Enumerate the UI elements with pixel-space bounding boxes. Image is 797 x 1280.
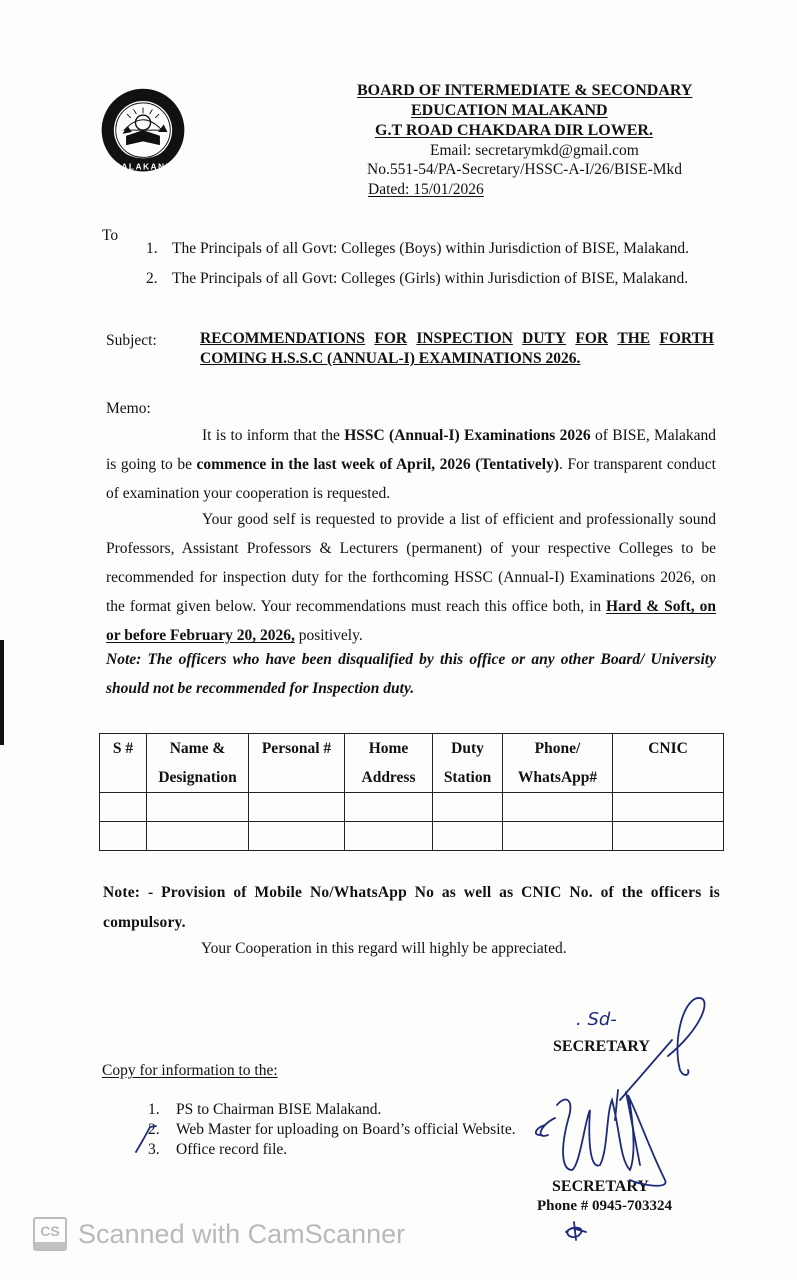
addressee-text: The Principals of all Govt: Colleges (Girls) within Jurisdiction of BISE, Malakand. (172, 270, 689, 287)
subject-label: Subject: (106, 332, 157, 349)
table-cell (345, 822, 433, 851)
copy-item-number: 3. (148, 1141, 160, 1158)
addressee-text: The Principals of all Govt: Colleges (Boys) within Jurisdiction of BISE, Malakand. (172, 240, 690, 257)
subject-line1 (200, 329, 714, 349)
watermark-text: Scanned with CamScanner (78, 1218, 406, 1249)
secretary-title-1: SECRETARY (553, 1038, 650, 1055)
appreciation-line: Your Cooperation in this regard will highly be appreciated. (201, 940, 567, 957)
secretary-title-2: SECRETARY (552, 1178, 649, 1195)
subject-word: DUTY (522, 330, 567, 347)
sd-mark: . Sd- (576, 1009, 617, 1030)
header-text: Home (368, 740, 409, 757)
text: . For transparent conduct of examination your cooperation is requested. (106, 456, 716, 502)
col-header-home-address (345, 734, 433, 793)
table-cell (503, 793, 613, 822)
addressee-item (146, 240, 689, 258)
subject-word: FORTH (659, 330, 714, 347)
header-text: Station (443, 769, 492, 786)
table-cell (147, 822, 249, 851)
copy-item (148, 1140, 516, 1160)
deadline-bold: Hard & Soft, on or before February 20, 2026, (106, 598, 716, 644)
to-label: To (102, 227, 119, 244)
exam-name-bold: HSSC (Annual-I) Examinations 2026 (344, 427, 591, 444)
table-cell (613, 822, 724, 851)
camscanner-cs-icon: CS (33, 1217, 67, 1251)
compulsory-contact-note: Note: - Provision of Mobile No/WhatsApp No as well as CNIC No. of the officers is compulsory. (103, 884, 720, 931)
camscanner-watermark (33, 1217, 405, 1251)
copy-heading: Copy for information to the: (102, 1062, 278, 1079)
table-cell (100, 793, 147, 822)
table-row (100, 822, 724, 851)
subject-word: RECOMMENDATIONS (200, 330, 366, 347)
header-text: Designation (158, 769, 237, 786)
table-header-row (100, 734, 724, 793)
commencement-bold: commence in the last week of April, 2026 (Tentatively) (196, 456, 560, 473)
table-cell (345, 793, 433, 822)
col-header-name-designation (147, 734, 249, 793)
col-header-cnic (613, 734, 724, 793)
copy-item (148, 1100, 516, 1120)
board-address: G.T ROAD CHAKDARA DIR LOWER. (375, 122, 653, 139)
svg-text:MALAKAND: MALAKAND (112, 161, 174, 172)
subject-word: INSPECTION (416, 330, 513, 347)
copy-item (148, 1120, 516, 1140)
text: It is to inform that the (202, 427, 345, 444)
memo-paragraph-2 (106, 505, 716, 650)
text: Your good self is requested to provide a list of efficient and professionally sound Professors, Assistant Professors & Lecturers (permanent) of your respective Colleges to be recommended for inspection duty for the forthcoming HSSC (Annual-I) Examinations 2026, on the format given below. Your recommendations must reach this office both, in (106, 511, 716, 615)
text: positively. (294, 627, 363, 644)
table-cell (503, 822, 613, 851)
memo-label: Memo: (106, 400, 151, 417)
memo-paragraph-1 (106, 421, 716, 508)
table-cell (249, 793, 345, 822)
board-name-line2: EDUCATION MALAKAND (411, 102, 608, 119)
copy-item-number: 2. (148, 1121, 160, 1138)
table-cell (433, 793, 503, 822)
reference-number: No.551-54/PA-Secretary/HSSC-A-I/26/BISE-Mkd (367, 161, 683, 178)
col-header-personal-no (249, 734, 345, 793)
table-cell (100, 822, 147, 851)
disqualification-note: Note: The officers who have been disqualified by this office or any other Board/ University should not be recommended for Inspection duty. (106, 651, 716, 697)
table-cell (249, 822, 345, 851)
table-row (100, 793, 724, 822)
table-cell (433, 822, 503, 851)
text: of BISE, Malakand is going to be (106, 427, 717, 473)
col-header-duty-station (433, 734, 503, 793)
header-text: Name & (169, 740, 226, 757)
table-cell (147, 793, 249, 822)
addressee-item (146, 270, 688, 288)
col-header-sno (100, 734, 147, 793)
copy-item-text: PS to Chairman BISE Malakand. (176, 1101, 382, 1118)
copy-item-text: Web Master for uploading on Board’s official Website. (176, 1121, 516, 1138)
copy-item-number: 1. (148, 1101, 160, 1118)
subject-word: FOR (575, 330, 609, 347)
header-text: WhatsApp# (517, 769, 598, 786)
subject-word: THE (617, 330, 651, 347)
board-name-line1: BOARD OF INTERMEDIATE & SECONDARY (357, 82, 693, 99)
secretary-phone: Phone # 0945-703324 (537, 1198, 672, 1214)
recommendation-format-table (99, 733, 724, 851)
bise-malakand-seal-icon (96, 85, 190, 179)
header-text: Duty (451, 740, 484, 757)
subject-word: FOR (374, 330, 408, 347)
header-text: Address (361, 769, 416, 786)
letter-date: Dated: 15/01/2026 (368, 181, 484, 198)
subject-text (200, 329, 714, 369)
subject-line2: COMING H.S.S.C (ANNUAL-I) EXAMINATIONS 2026. (200, 350, 581, 367)
copy-list (148, 1100, 516, 1160)
addressee-number: 2. (146, 270, 158, 287)
header-text: S # (112, 740, 134, 757)
header-text: CNIC (648, 740, 688, 757)
table-cell (613, 793, 724, 822)
copy-item-text: Office record file. (176, 1141, 288, 1158)
col-header-phone-whatsapp (503, 734, 613, 793)
addressee-number: 1. (146, 240, 158, 257)
scan-edge-shadow (0, 640, 4, 745)
header-text: Personal # (261, 740, 332, 757)
header-text: Phone/ (534, 740, 581, 757)
board-email: Email: secretarymkd@gmail.com (430, 142, 639, 159)
